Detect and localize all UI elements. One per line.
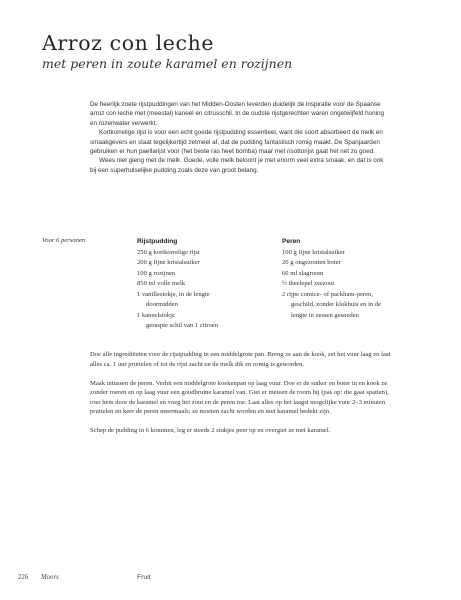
ingredient-line: 20 g ongezouten boter bbox=[282, 259, 341, 266]
page-number: 226 bbox=[18, 574, 29, 581]
ingredient-line: ½ theelepel zeezout bbox=[282, 280, 335, 287]
recipe-subtitle: met peren in zoute karamel en rozijnen bbox=[42, 56, 293, 71]
ingredient-line: 1 kaneelstokje bbox=[137, 311, 175, 319]
intro-paragraph: Kortkorrelige rijst is voor een echt goede rijstpudding essentieel, want die soort absorbeert de melk en smaakgevers en staat tegelijkertijd zetmeel af, dat de pudding fantastisch romig maakt. De Spanjaarden gebruiken er hun paellarijst voor (het beste ras heet bomba) maar met risottorijst gaat het net zo goed. bbox=[90, 129, 383, 156]
intro-text bbox=[90, 100, 390, 175]
ingredient-line: 200 g fijne kristalsuiker bbox=[137, 259, 200, 266]
ingredient-line: 2 rijpe comice- of packham-peren, bbox=[282, 290, 373, 298]
ingredient-line: 850 ml volle melk bbox=[137, 280, 186, 287]
ingredient-line: lengte in zessen gesneden bbox=[291, 311, 359, 319]
ingredients-pears bbox=[282, 237, 412, 321]
ingredient-line: geschild, zonder klokhuis en in de bbox=[291, 301, 382, 308]
ingredient-line: doormidden bbox=[146, 301, 178, 308]
ingredient-line: 100 g rozijnen bbox=[137, 269, 176, 277]
ingredients-rice bbox=[137, 237, 262, 332]
method-step: Schep de pudding in 6 kommen, leg er steeds 2 stukjes peer op en overgiet ze met karamel. bbox=[90, 427, 331, 434]
method-step: Doe alle ingrediënten voor de rijstpudding in een middelgrote pan. Breng ze aan de kook, zet het vuur laag en laat alles ca. 1 uur pruttelen of tot de rijst zacht en de melk dik en romig is geworden. bbox=[90, 351, 391, 368]
ingredients-heading: Peren bbox=[282, 238, 301, 245]
ingredient-line: 250 g kortkorrelige rijst bbox=[137, 248, 200, 256]
method-text bbox=[90, 350, 400, 445]
book-title: Moors bbox=[41, 574, 59, 581]
intro-paragraph: De heerlijk zoete rijstpuddingen van het Midden-Oosten leverden duidelijk de inspiratie voor de Spaanse arroz con leche met (meestal) kaneel en citrusschil. In de oudste rijstgerechten waren ongetwijfeld honing en rozenwater verwerkt. bbox=[90, 101, 385, 127]
ingredients-heading: Rijstpudding bbox=[137, 238, 178, 245]
ingredient-line: 100 g fijne kristalsuiker bbox=[282, 248, 345, 256]
recipe-title: Arroz con leche bbox=[42, 31, 215, 55]
ingredient-line: geraspte schil van 1 citroen bbox=[146, 322, 219, 329]
ingredient-line: 60 ml slagroom bbox=[282, 269, 324, 277]
section-name: Fruit bbox=[137, 574, 151, 581]
ingredient-line: 1 vanillestokje, in de lengte bbox=[137, 290, 210, 298]
intro-paragraph: Wees niet gierig met de melk. Goede, volle melk beloont je met enorm veel extra smaak, en dat is ook bij een superhulselijke pudding zoals deze van groot belang. bbox=[90, 157, 384, 174]
method-step: Maak intussen de peren. Verhit een middelgrote koekenpan op laag vuur. Doe er de suiker en boter in en kook ze zonder roeren en op laag vuur een goudbruine karamel van. Giet er meteen de room bij (pas op: die gaat spatten), roer hem door de karamel en voeg het zout en de peren toe. Laat alles op het laagst mogelijke vuur 2–3 minuten pruttelen en keer de peren meermaals; ze moeten zacht worden en met karamel bedekt zijn. bbox=[90, 379, 389, 415]
servings-label: Voor 6 personen bbox=[42, 237, 86, 244]
